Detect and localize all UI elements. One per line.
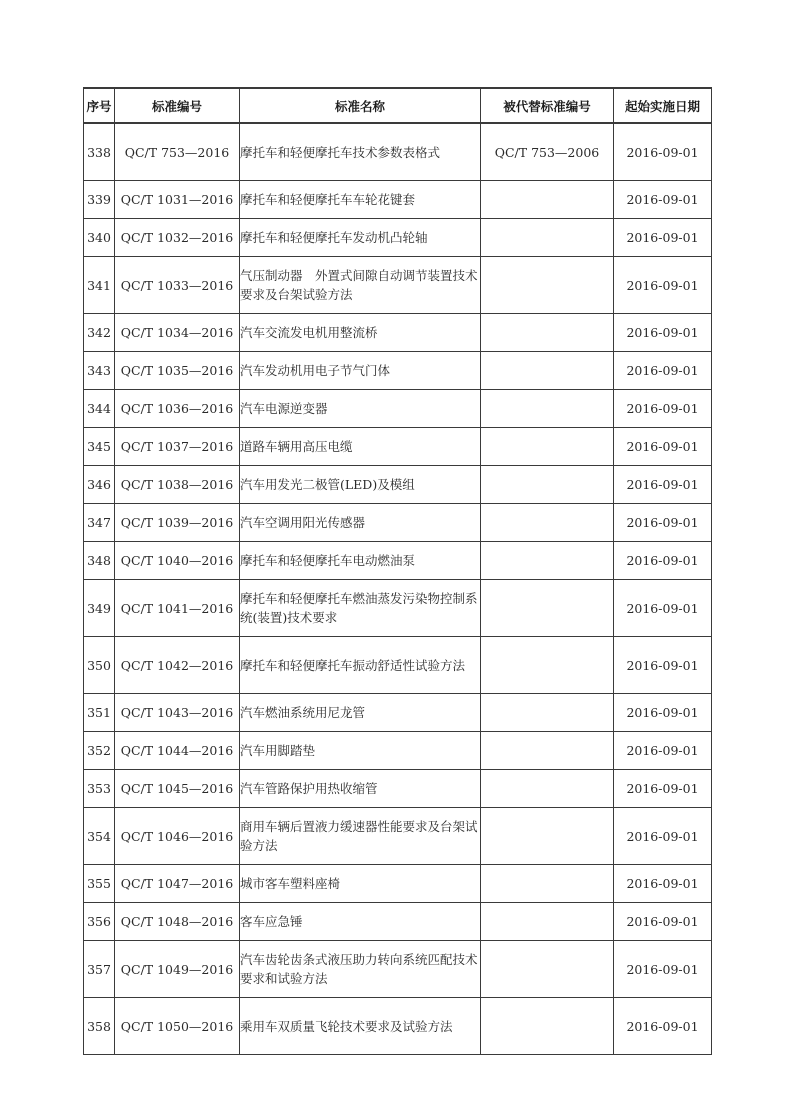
table-row — [84, 428, 712, 466]
cell-effective-date: 2016-09-01 — [614, 257, 712, 314]
table-row — [84, 865, 712, 903]
table-row — [84, 580, 712, 637]
cell-replaced-standard — [481, 352, 614, 390]
cell-effective-date: 2016-09-01 — [614, 998, 712, 1055]
cell-standard-code: QC/T 1035—2016 — [115, 352, 240, 390]
cell-effective-date: 2016-09-01 — [614, 808, 712, 865]
cell-standard-name: 汽车用脚踏垫 — [240, 732, 481, 770]
cell-replaced-standard — [481, 770, 614, 808]
cell-standard-name: 汽车管路保护用热收缩管 — [240, 770, 481, 808]
cell-serial-number: 352 — [84, 732, 115, 770]
cell-effective-date: 2016-09-01 — [614, 865, 712, 903]
cell-serial-number: 348 — [84, 542, 115, 580]
cell-replaced-standard — [481, 219, 614, 257]
cell-replaced-standard — [481, 314, 614, 352]
cell-replaced-standard — [481, 580, 614, 637]
cell-effective-date: 2016-09-01 — [614, 694, 712, 732]
cell-standard-code: QC/T 1049—2016 — [115, 941, 240, 998]
cell-effective-date: 2016-09-01 — [614, 903, 712, 941]
cell-standard-name: 摩托车和轻便摩托车振动舒适性试验方法 — [240, 637, 481, 694]
header-standard-code: 标准编号 — [115, 88, 240, 123]
cell-standard-code: QC/T 1046—2016 — [115, 808, 240, 865]
standards-table — [83, 87, 712, 1055]
cell-effective-date: 2016-09-01 — [614, 637, 712, 694]
table-row — [84, 257, 712, 314]
cell-standard-code: QC/T 1041—2016 — [115, 580, 240, 637]
cell-standard-name: 汽车发动机用电子节气门体 — [240, 352, 481, 390]
cell-standard-code: QC/T 753—2016 — [115, 123, 240, 181]
cell-standard-name: 汽车交流发电机用整流桥 — [240, 314, 481, 352]
cell-effective-date: 2016-09-01 — [614, 580, 712, 637]
cell-standard-code: QC/T 1042—2016 — [115, 637, 240, 694]
cell-standard-code: QC/T 1037—2016 — [115, 428, 240, 466]
table-header-row — [84, 88, 712, 123]
cell-replaced-standard — [481, 694, 614, 732]
table-body — [84, 123, 712, 1055]
cell-standard-name: 汽车燃油系统用尼龙管 — [240, 694, 481, 732]
cell-effective-date: 2016-09-01 — [614, 732, 712, 770]
cell-replaced-standard — [481, 998, 614, 1055]
cell-effective-date: 2016-09-01 — [614, 504, 712, 542]
table-row — [84, 903, 712, 941]
cell-effective-date: 2016-09-01 — [614, 314, 712, 352]
cell-standard-name: 摩托车和轻便摩托车燃油蒸发污染物控制系统(装置)技术要求 — [240, 580, 481, 637]
cell-serial-number: 338 — [84, 123, 115, 181]
cell-effective-date: 2016-09-01 — [614, 219, 712, 257]
cell-serial-number: 357 — [84, 941, 115, 998]
cell-replaced-standard — [481, 903, 614, 941]
cell-effective-date: 2016-09-01 — [614, 542, 712, 580]
cell-serial-number: 346 — [84, 466, 115, 504]
cell-standard-name: 气压制动器 外置式间隙自动调节装置技术要求及台架试验方法 — [240, 257, 481, 314]
cell-serial-number: 344 — [84, 390, 115, 428]
cell-standard-code: QC/T 1034—2016 — [115, 314, 240, 352]
cell-standard-name: 摩托车和轻便摩托车电动燃油泵 — [240, 542, 481, 580]
cell-serial-number: 345 — [84, 428, 115, 466]
cell-serial-number: 347 — [84, 504, 115, 542]
cell-serial-number: 342 — [84, 314, 115, 352]
cell-effective-date: 2016-09-01 — [614, 390, 712, 428]
cell-replaced-standard — [481, 390, 614, 428]
cell-replaced-standard — [481, 504, 614, 542]
cell-serial-number: 340 — [84, 219, 115, 257]
cell-serial-number: 358 — [84, 998, 115, 1055]
table-row — [84, 941, 712, 998]
cell-standard-code: QC/T 1043—2016 — [115, 694, 240, 732]
table-row — [84, 390, 712, 428]
cell-standard-name: 摩托车和轻便摩托车技术参数表格式 — [240, 123, 481, 181]
cell-serial-number: 341 — [84, 257, 115, 314]
cell-replaced-standard — [481, 732, 614, 770]
cell-effective-date: 2016-09-01 — [614, 941, 712, 998]
cell-standard-code: QC/T 1048—2016 — [115, 903, 240, 941]
cell-standard-code: QC/T 1031—2016 — [115, 181, 240, 219]
cell-standard-name: 商用车辆后置液力缓速器性能要求及台架试验方法 — [240, 808, 481, 865]
cell-effective-date: 2016-09-01 — [614, 770, 712, 808]
table-row — [84, 998, 712, 1055]
cell-standard-name: 汽车电源逆变器 — [240, 390, 481, 428]
cell-replaced-standard — [481, 181, 614, 219]
cell-replaced-standard — [481, 865, 614, 903]
table-row — [84, 732, 712, 770]
table-row — [84, 314, 712, 352]
cell-standard-name: 乘用车双质量飞轮技术要求及试验方法 — [240, 998, 481, 1055]
cell-standard-code: QC/T 1044—2016 — [115, 732, 240, 770]
cell-standard-code: QC/T 1045—2016 — [115, 770, 240, 808]
cell-serial-number: 349 — [84, 580, 115, 637]
cell-standard-name: 道路车辆用高压电缆 — [240, 428, 481, 466]
cell-serial-number: 353 — [84, 770, 115, 808]
table-row — [84, 352, 712, 390]
cell-standard-name: 城市客车塑料座椅 — [240, 865, 481, 903]
cell-effective-date: 2016-09-01 — [614, 123, 712, 181]
header-replaced-standard: 被代替标准编号 — [481, 88, 614, 123]
table-row — [84, 466, 712, 504]
cell-effective-date: 2016-09-01 — [614, 428, 712, 466]
table-row — [84, 504, 712, 542]
cell-standard-name: 汽车齿轮齿条式液压助力转向系统匹配技术要求和试验方法 — [240, 941, 481, 998]
table-row — [84, 181, 712, 219]
cell-standard-code: QC/T 1039—2016 — [115, 504, 240, 542]
cell-standard-name: 汽车用发光二极管(LED)及模组 — [240, 466, 481, 504]
header-effective-date: 起始实施日期 — [614, 88, 712, 123]
cell-effective-date: 2016-09-01 — [614, 466, 712, 504]
cell-serial-number: 339 — [84, 181, 115, 219]
cell-standard-code: QC/T 1033—2016 — [115, 257, 240, 314]
cell-replaced-standard — [481, 637, 614, 694]
table-row — [84, 694, 712, 732]
cell-serial-number: 354 — [84, 808, 115, 865]
table-row — [84, 219, 712, 257]
cell-replaced-standard — [481, 466, 614, 504]
cell-standard-code: QC/T 1032—2016 — [115, 219, 240, 257]
cell-serial-number: 355 — [84, 865, 115, 903]
cell-replaced-standard — [481, 428, 614, 466]
header-standard-name: 标准名称 — [240, 88, 481, 123]
cell-serial-number: 343 — [84, 352, 115, 390]
table-row — [84, 808, 712, 865]
table-row — [84, 123, 712, 181]
cell-replaced-standard — [481, 542, 614, 580]
cell-standard-code: QC/T 1036—2016 — [115, 390, 240, 428]
cell-standard-name: 摩托车和轻便摩托车车轮花键套 — [240, 181, 481, 219]
cell-effective-date: 2016-09-01 — [614, 181, 712, 219]
cell-serial-number: 351 — [84, 694, 115, 732]
cell-replaced-standard — [481, 941, 614, 998]
cell-replaced-standard — [481, 808, 614, 865]
cell-serial-number: 350 — [84, 637, 115, 694]
table-row — [84, 770, 712, 808]
cell-standard-code: QC/T 1038—2016 — [115, 466, 240, 504]
cell-replaced-standard: QC/T 753—2006 — [481, 123, 614, 181]
cell-standard-name: 摩托车和轻便摩托车发动机凸轮轴 — [240, 219, 481, 257]
cell-replaced-standard — [481, 257, 614, 314]
cell-standard-name: 客车应急锤 — [240, 903, 481, 941]
cell-standard-code: QC/T 1040—2016 — [115, 542, 240, 580]
table-row — [84, 542, 712, 580]
header-serial-number: 序号 — [84, 88, 115, 123]
cell-serial-number: 356 — [84, 903, 115, 941]
cell-standard-name: 汽车空调用阳光传感器 — [240, 504, 481, 542]
cell-standard-code: QC/T 1050—2016 — [115, 998, 240, 1055]
cell-standard-code: QC/T 1047—2016 — [115, 865, 240, 903]
table-row — [84, 637, 712, 694]
cell-effective-date: 2016-09-01 — [614, 352, 712, 390]
